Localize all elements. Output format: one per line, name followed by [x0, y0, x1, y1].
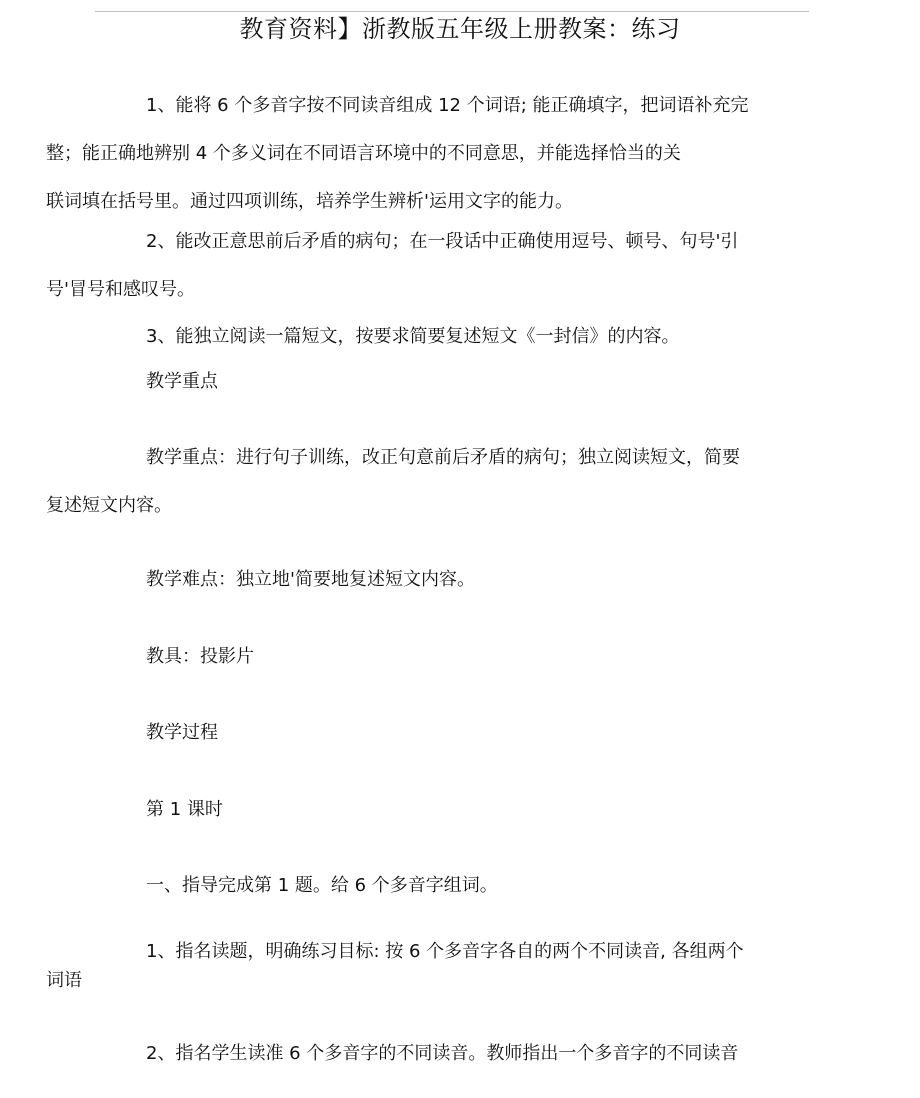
process-heading: 教学过程 — [146, 722, 218, 743]
objective-1-line-2: 整；能正确地辨别 4 个多义词在不同语言环境中的不同意思，并能选择恰当的关 — [46, 143, 681, 164]
key-points-line-2: 复述短文内容。 — [46, 495, 172, 516]
step-1-line-1: 1、指名读题，明确练习目标: 按 6 个多音字各自的两个不同读音, 各组两个 — [146, 941, 744, 962]
lesson-label: 第 1 课时 — [146, 799, 223, 820]
step-1-line-2: 词语 — [46, 970, 82, 991]
section-1-heading: 一、指导完成第 1 题。给 6 个多音字组词。 — [146, 875, 498, 896]
tools: 教具：投影片 — [146, 646, 254, 667]
objective-1 — [46, 82, 810, 226]
difficulty: 教学难点：独立地'简要地复述短文内容。 — [146, 569, 475, 590]
objective-3: 3、能独立阅读一篇短文，按要求简要复述短文《一封信》的内容。 — [146, 326, 680, 347]
page-title: 教育资料】浙教版五年级上册教案：练习 — [239, 15, 681, 43]
objective-2 — [46, 218, 810, 314]
key-heading: 教学重点 — [146, 371, 218, 392]
objective-1-line-3: 联词填在括号里。通过四项训练，培养学生辨析'运用文字的能力。 — [46, 191, 573, 212]
objective-1-line-1: 1、能将 6 个多音字按不同读音组成 12 个词语; 能正确填字，把词语补充完 — [146, 95, 749, 116]
key-points-line-1: 教学重点：进行句子训练，改正句意前后矛盾的病句；独立阅读短文，简要 — [146, 447, 740, 468]
objective-2-line-1: 2、能改正意思前后矛盾的病句；在一段话中正确使用逗号、顿号、句号'引 — [146, 231, 739, 252]
step-2: 2、指名学生读准 6 个多音字的不同读音。教师指出一个多音字的不同读音 — [146, 1043, 739, 1064]
key-points — [46, 434, 810, 530]
objective-2-line-2: 号'冒号和感叹号。 — [46, 279, 195, 300]
step-1 — [46, 937, 810, 995]
